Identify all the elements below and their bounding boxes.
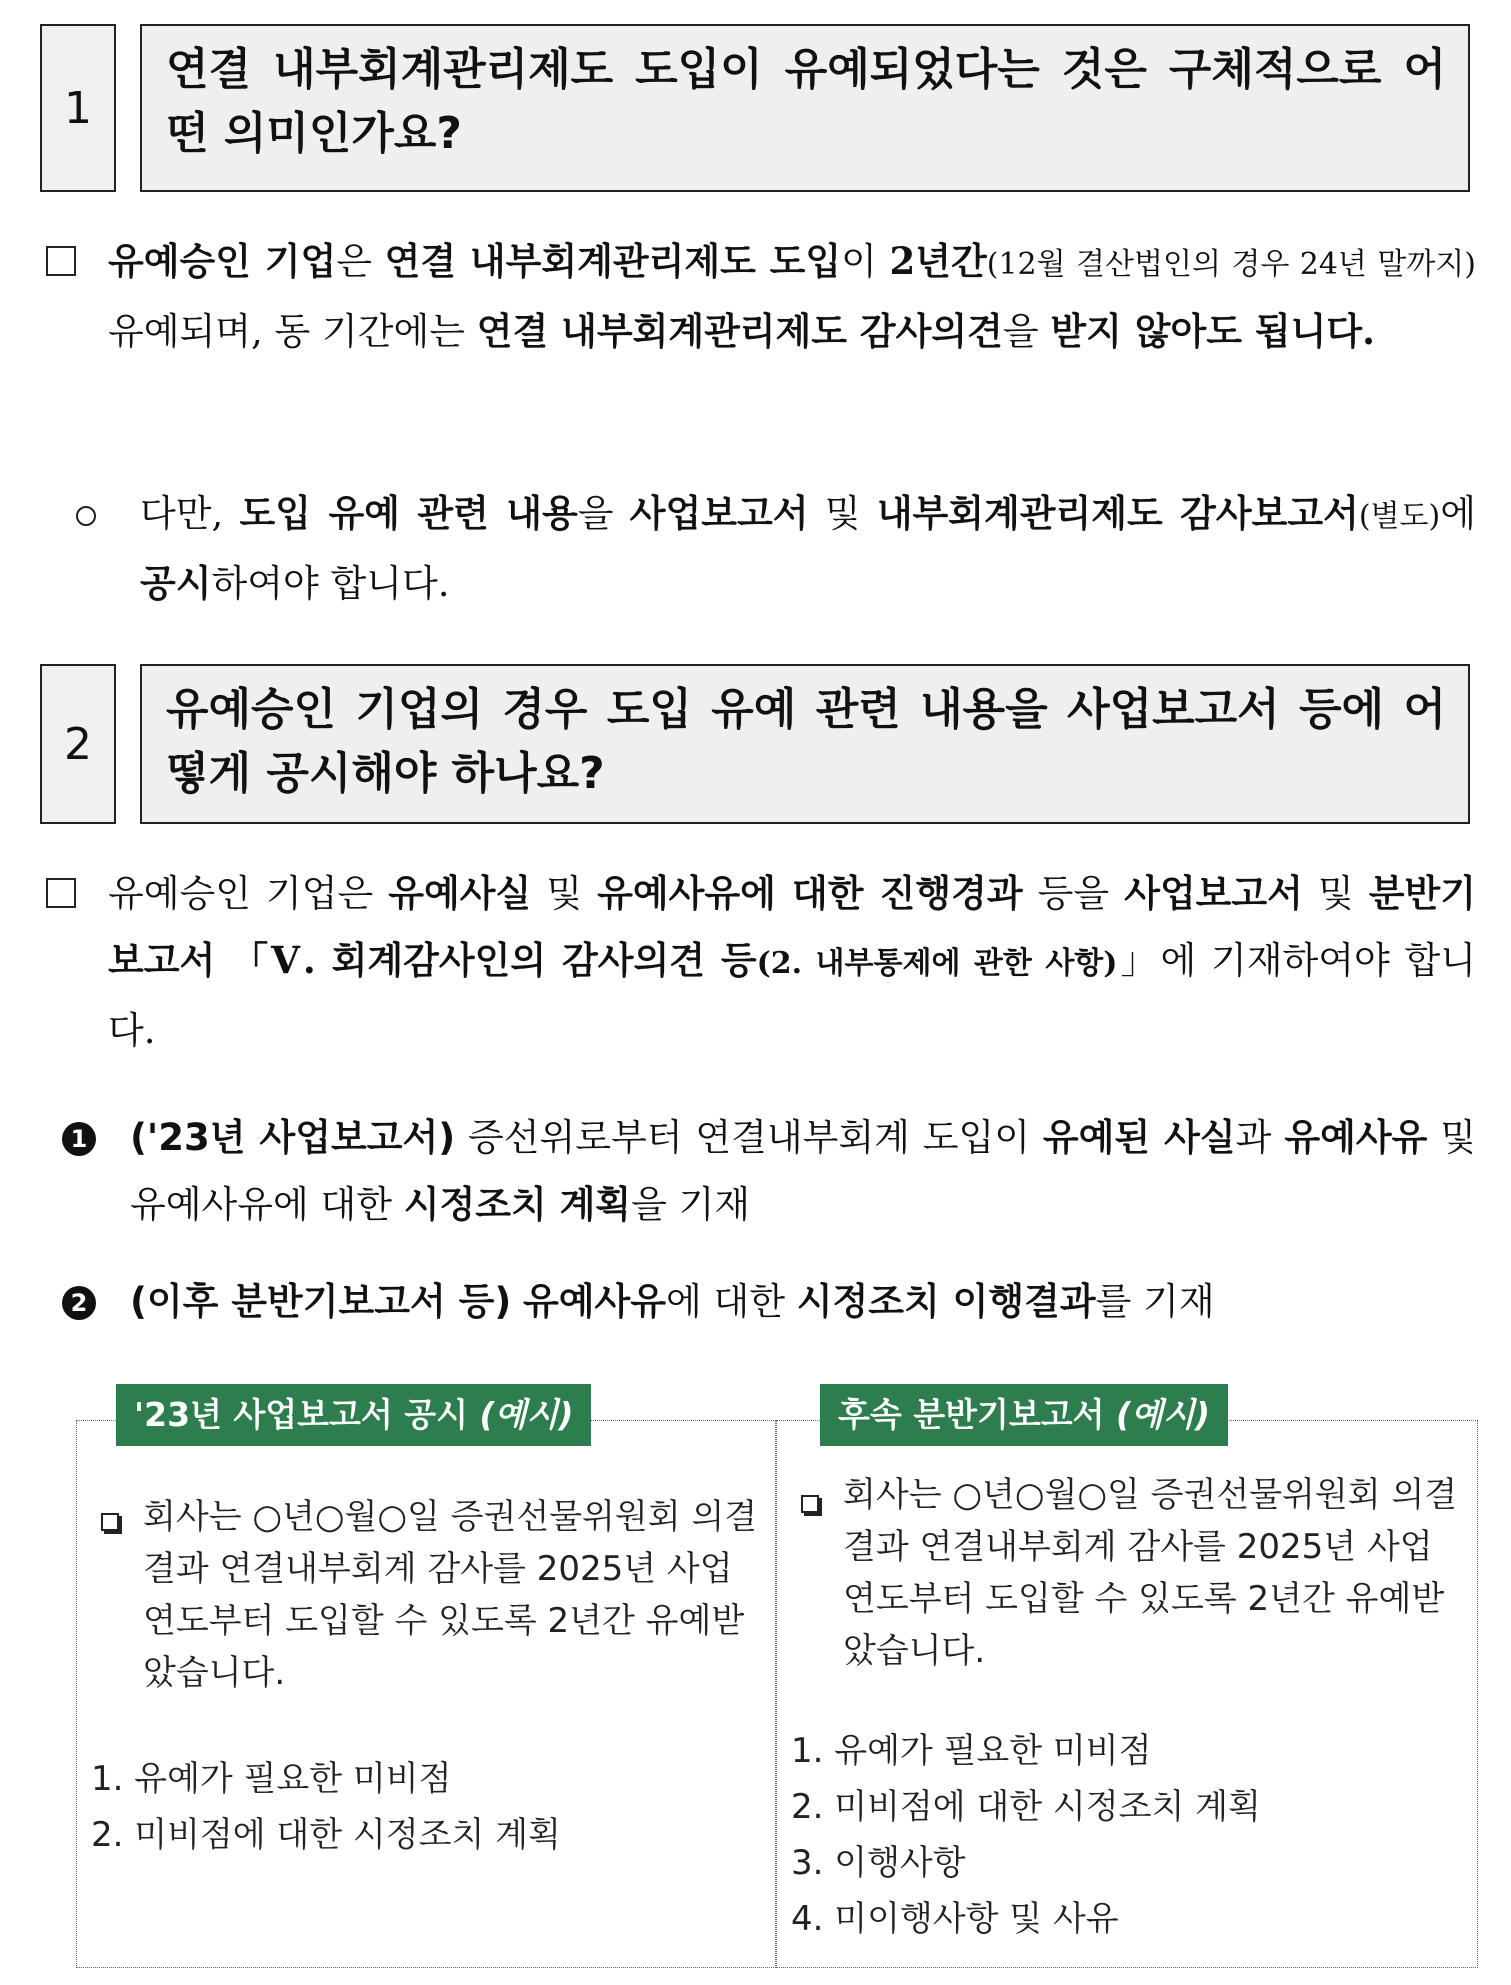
checkbox-bullet (801, 1495, 819, 1513)
example-panel-quarterly-report (776, 1420, 1478, 1968)
answer-item: ('23년 사업보고서) 증선위로부터 연결내부회계 도입이 유예된 사실과 유예사유 및 유예사유에 대한 시정조치 계획을 기재 (130, 1115, 1476, 1226)
list-item: 1. 유예가 필요한 미비점 (791, 1731, 1152, 1771)
example-list (791, 1723, 1261, 1947)
question-title: 연결 내부회계관리제도 도입이 유예되었다는 것은 구체적으로 어떤 의미인가요? (140, 24, 1470, 192)
list-item: 1. 유예가 필요한 미비점 (91, 1759, 452, 1799)
answer-paragraph: 유예승인 기업은 유예사실 및 유예사유에 대한 진행경과 등을 사업보고서 및 분반기보고서 「Ⅴ. 회계감사인의 감사의견 등(2. 내부통제에 관한 사항)」에 기재하여야 합니다. (108, 871, 1476, 1052)
example-text: 회사는 ○년○월○일 증권선물위원회 의결 결과 연결내부회계 감사를 2025년 사업연도부터 도입할 수 있도록 2년간 유예받았습니다. (143, 1497, 758, 1693)
number-bullet-2: 2 (62, 1286, 96, 1320)
answer-paragraph: 유예승인 기업은 연결 내부회계관리제도 도입이 2년간(12월 결산법인의 경우 24년 말까지)유예되며, 동 기간에는 연결 내부회계관리제도 감사의견을 받지 않아도 됩니다. (108, 239, 1476, 353)
checkbox-bullet (101, 1513, 119, 1531)
example-text: 회사는 ○년○월○일 증권선물위원회 의결 결과 연결내부회계 감사를 2025년 사업연도부터 도입할 수 있도록 2년간 유예받았습니다. (843, 1475, 1458, 1671)
checkbox-bullet (46, 246, 76, 276)
list-item: 2. 미비점에 대한 시정조치 계획 (91, 1815, 561, 1855)
question-number: 1 (40, 24, 116, 192)
list-item: 4. 미이행사항 및 사유 (791, 1899, 1119, 1939)
checkbox-bullet (46, 878, 76, 908)
panel-title: '23년 사업보고서 공시 (예시) (116, 1384, 591, 1446)
answer-subparagraph: 다만, 도입 유예 관련 내용을 사업보고서 및 내부회계관리제도 감사보고서(별도)에 공시하여야 합니다. (140, 491, 1476, 605)
example-panel-annual-report (76, 1420, 776, 1968)
list-item: 3. 이행사항 (791, 1843, 966, 1883)
question-number: 2 (40, 664, 116, 824)
answer-item: (이후 분반기보고서 등) 유예사유에 대한 시정조치 이행결과를 기재 (130, 1279, 1215, 1323)
panel-title: 후속 분반기보고서 (예시) (820, 1384, 1228, 1446)
circle-bullet (76, 506, 96, 526)
example-list (91, 1751, 561, 1863)
number-bullet-1: 1 (62, 1122, 96, 1156)
list-item: 2. 미비점에 대한 시정조치 계획 (791, 1787, 1261, 1827)
question-title: 유예승인 기업의 경우 도입 유예 관련 내용을 사업보고서 등에 어떻게 공시해야 하나요? (140, 664, 1470, 824)
